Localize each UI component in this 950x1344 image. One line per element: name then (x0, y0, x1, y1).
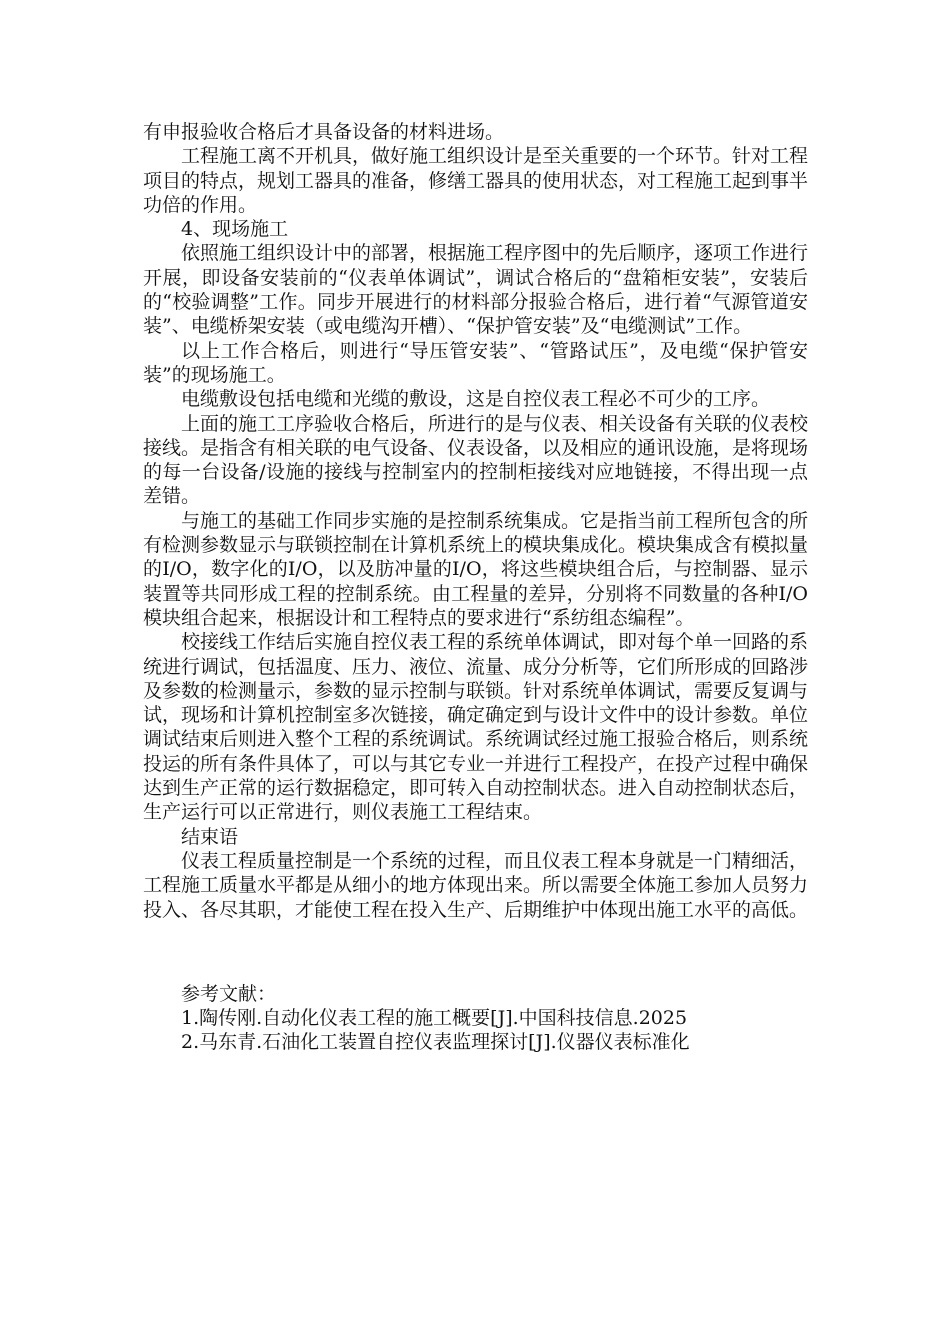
paragraph-pressure-pipe: 以上工作合格后，则进行“导压管安装”、“管路试压”，及电缆“保护管安装”的现场施工。 (143, 339, 808, 386)
document-page (143, 120, 808, 1055)
paragraph-wiring-check: 上面的施工工序验收合格后，所进行的是与仪表、相关设备有关联的仪表校接线。是指含有相关联的电气设备、仪表设备，以及相应的通讯设施，是将现场的每一台设备/设施的接线与控制室内的控制柜接线对应地链接，不得出现一点差错。 (143, 412, 809, 508)
paragraph-cable-laying: 电缆敷设包括电缆和光缆的敷设，这是自控仪表工程必不可少的工序。 (181, 388, 771, 411)
references-title: 参考文献： (181, 982, 277, 1005)
conclusion-heading: 结束语 (181, 825, 239, 848)
paragraph-system-integration: 与施工的基础工作同步实施的是控制系统集成。它是指当前工程所包含的所有检测参数显示与联锁控制在计算机系统上的模块集成化。模块集成含有模拟量的I/O，数字化的I/O，以及肪冲量的I/O，将这些模块组合后，与控制器、显示装置等共同形成工程的控制系统。由工程量的差异，分别将不同数量的各种I/O模块组合起来，根据设计和工程特点的要求进行“系纺组态编程”。 (143, 509, 809, 629)
spacer (143, 922, 808, 982)
reference-item: 1.陶传刚.自动化仪表工程的施工概要[J].中国科技信息.2025 (181, 1007, 688, 1030)
paragraph-construction-sequence: 依照施工组织设计中的部署，根据施工程序图中的先后顺序，逐项工作进行开展，即设备安装前的“仪表单体调试”，调试合格后的“盘箱柜安装”，安装后的“校验调整”工作。同步开展进行的材料部分报验合格后，进行着“气源管道安装”、电缆桥架安装（或电缆沟开槽）、“保护管安装”及“电缆测试”工作。 (143, 242, 809, 338)
conclusion-paragraph: 仪表工程质量控制是一个系统的过程，而且仪表工程本身就是一门精细活，工程施工质量水平都是从细小的地方体现出来。所以需要全体施工参加人员努力投入、各尽其职，才能使工程在投入生产、后期维护中体现出施工水平的高低。 (143, 849, 809, 921)
section-heading-site-construction: 4、现场施工 (181, 218, 289, 241)
paragraph-tools: 工程施工离不开机具，做好施工组织设计是至关重要的一个环节。针对工程项目的特点，规划工器具的准备，修缮工器具的使用状态，对工程施工起到事半功倍的作用。 (143, 145, 809, 216)
reference-item: 2.马东青.石油化工装置自控仪表监理探讨[J].仪器仪表标准化 (181, 1031, 690, 1054)
paragraph-material-entry: 有申报验收合格后才具备设备的材料进场。 (143, 121, 505, 143)
paragraph-system-commissioning: 校接线工作结后实施自控仪表工程的系统单体调试，即对每个单一回路的系统进行调试，包括温度、压力、液位、流量、成分分析等，它们所形成的回路涉及参数的检测量示，参数的显示控制与联锁。针对系统单体调试，需要反复调与试，现场和计算机控制室多次链接，确定确定到与设计文件中的设计参数。单位调试结束后则进入整个工程的系统调试。系统调试经过施工报验合格后，则系统投运的所有条件具体了，可以与其它专业一并进行工程投产，在投产过程中确保达到生产正常的运行数据稳定，即可转入自动控制状态。进入自动控制状态后，生产运行可以正常进行，则仪表施工工程结束。 (143, 631, 809, 824)
